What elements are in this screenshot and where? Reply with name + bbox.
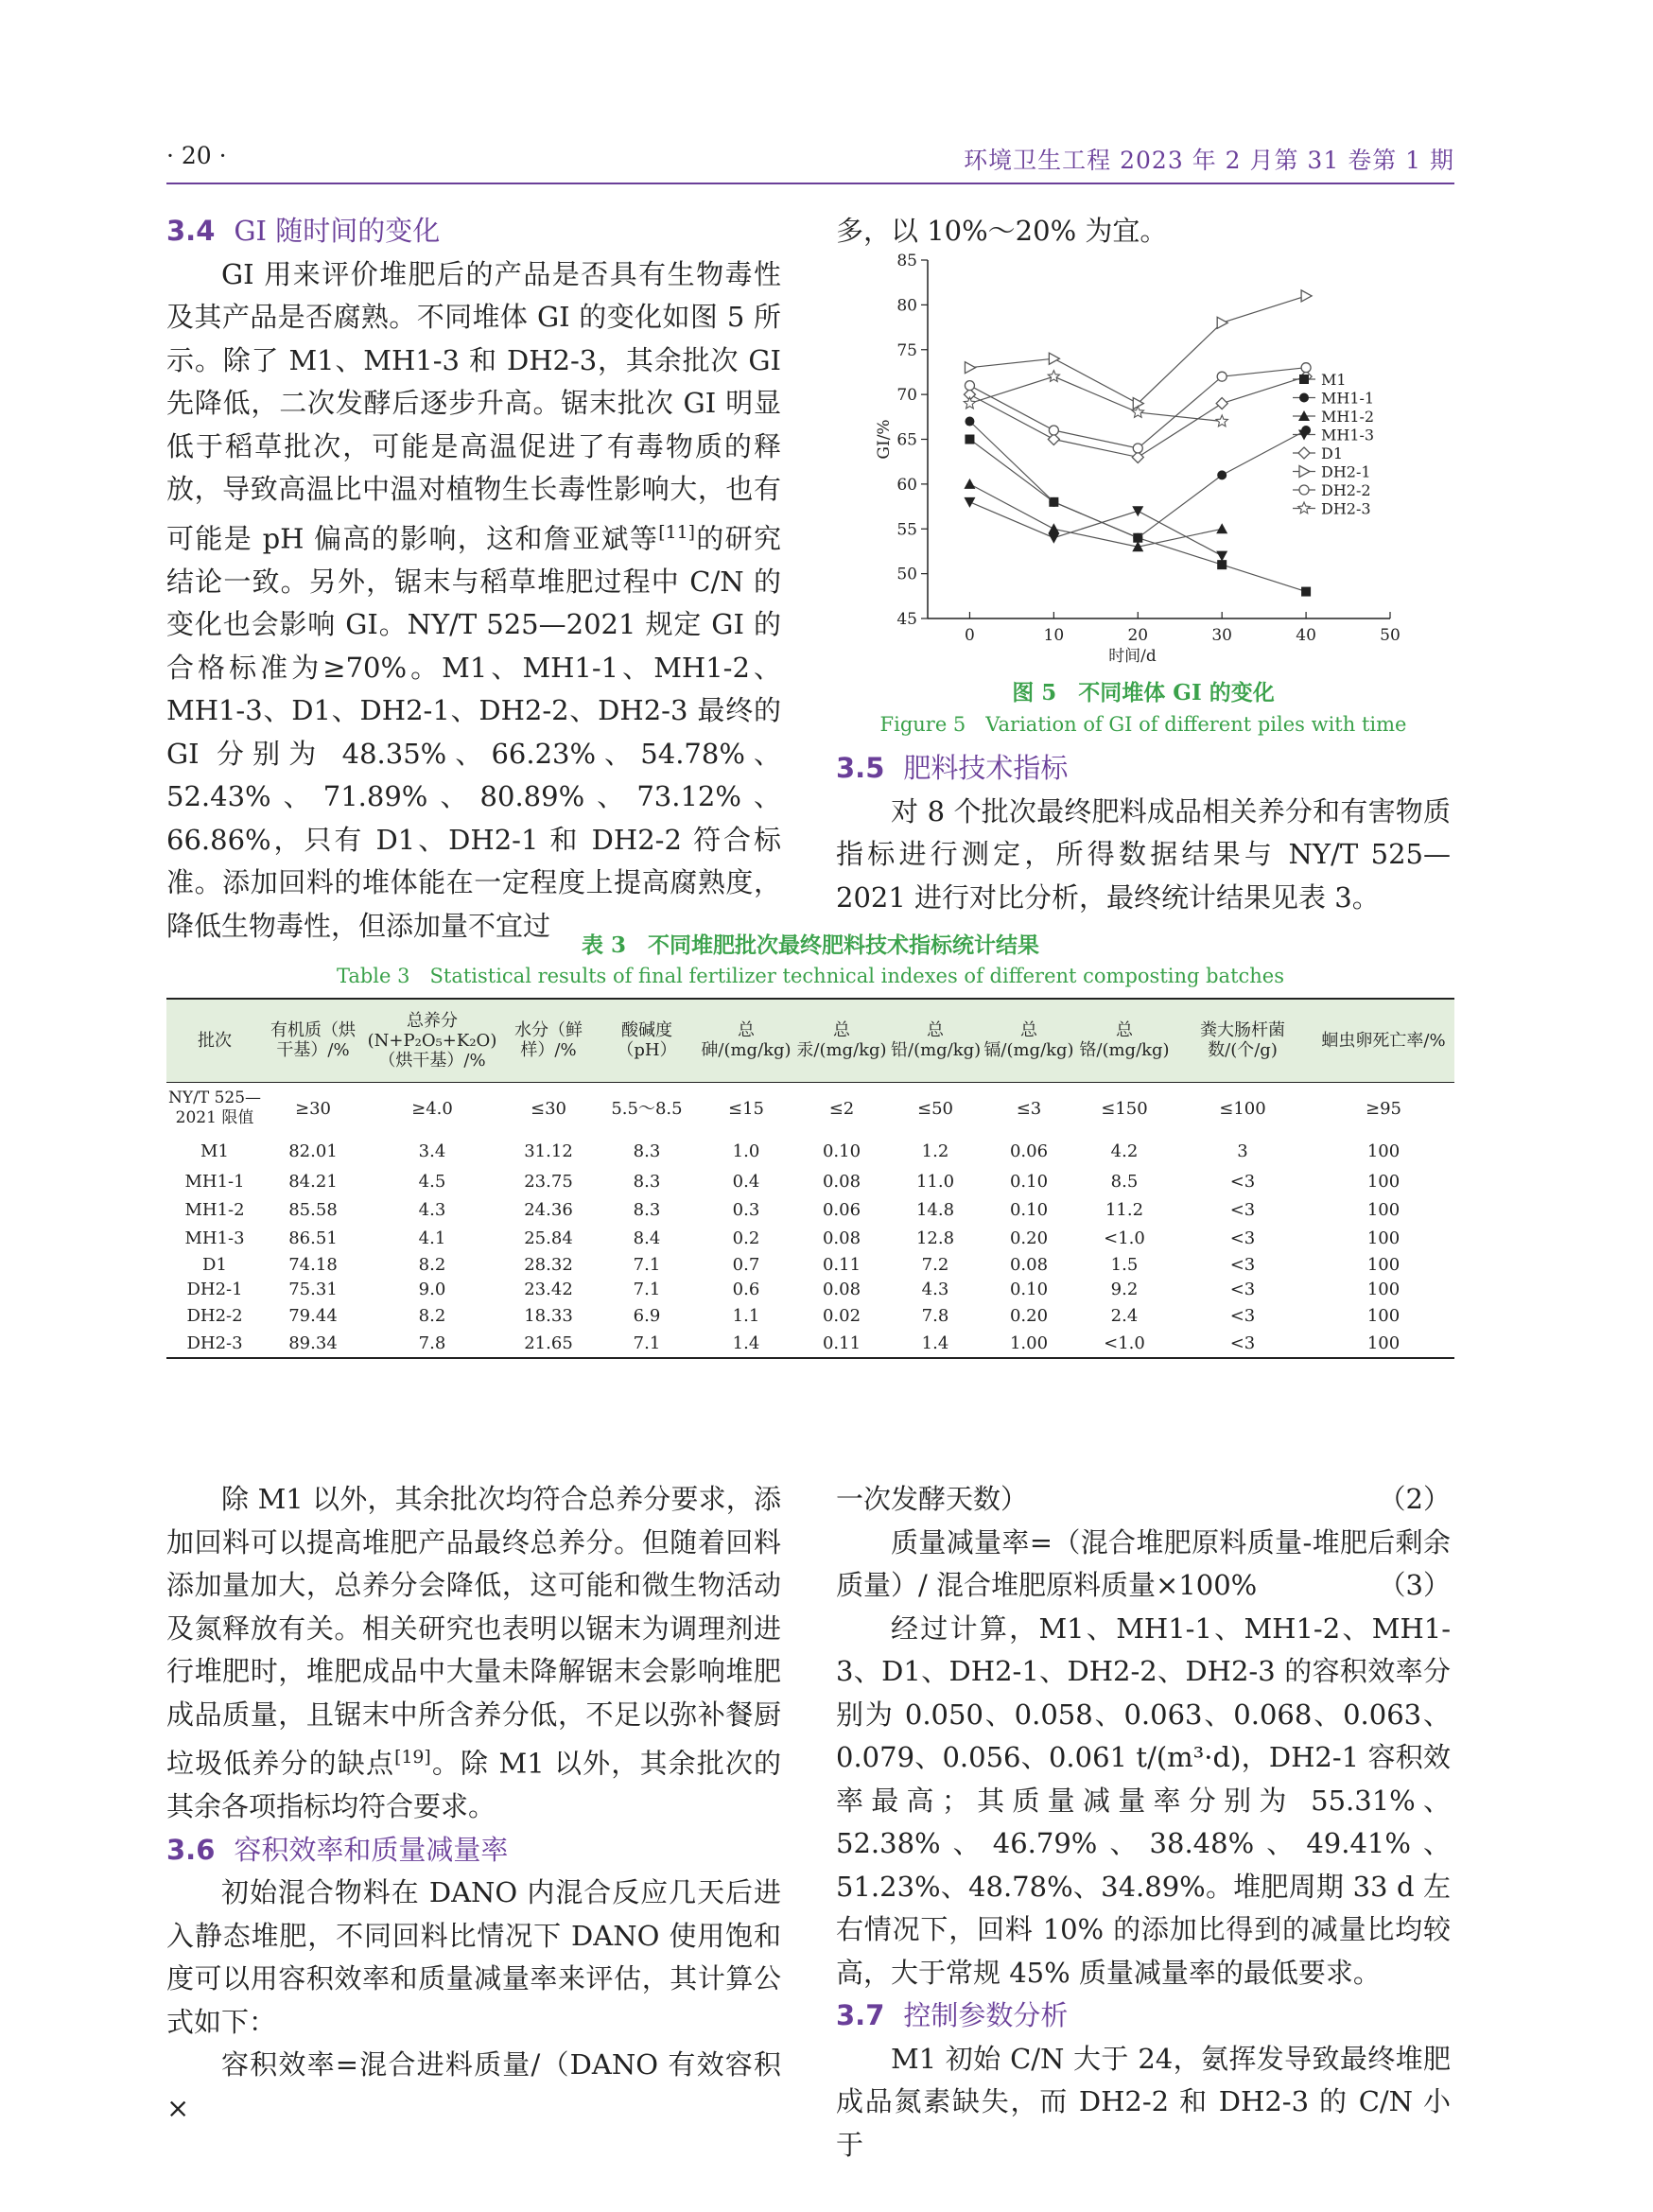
legend-marker-dh2-1 xyxy=(1299,466,1310,478)
right-column-bottom xyxy=(836,1478,1451,2167)
table-cell: 7.2 xyxy=(921,1254,949,1275)
data-point-dh2-2 xyxy=(1049,426,1058,435)
y-tick-label: 75 xyxy=(896,340,917,360)
data-point-mh1-2 xyxy=(1216,523,1227,533)
table-cell: 0.20 xyxy=(1009,1305,1049,1326)
data-point-dh2-1 xyxy=(1049,353,1059,364)
table-standard-row xyxy=(166,1082,1454,1135)
legend-marker-mh1-1 xyxy=(1299,393,1309,403)
table-cell: 0.6 xyxy=(732,1279,760,1299)
data-point-mh1-3 xyxy=(1048,533,1059,544)
table-cell: 28.32 xyxy=(524,1254,573,1275)
figure-caption-en: Figure 5 Variation of GI of different piles with time xyxy=(879,713,1407,736)
table-cell: 0.10 xyxy=(1009,1171,1049,1192)
table-row-label: MH1-3 xyxy=(184,1228,245,1248)
table-cell: ≥95 xyxy=(1366,1098,1401,1119)
table-row-label: D1 xyxy=(202,1254,227,1275)
y-axis-label: GI/% xyxy=(875,419,894,460)
y-tick-label: 85 xyxy=(896,252,917,270)
table-cell: 0.08 xyxy=(1009,1254,1049,1275)
table-cell: 0.2 xyxy=(732,1228,760,1248)
table-cell: 31.12 xyxy=(524,1141,573,1161)
citation-11[interactable]: [11] xyxy=(658,522,695,543)
figure-caption-cn: 图 5 不同堆体 GI 的变化 xyxy=(1012,680,1275,705)
data-point-dh2-2 xyxy=(965,381,974,391)
section-heading-3-6: 3.6 容积效率和质量减量率 xyxy=(166,1833,509,1866)
table-cell: 85.58 xyxy=(288,1199,338,1220)
table-cell: 7.1 xyxy=(633,1279,661,1299)
table-cell: 0.20 xyxy=(1009,1228,1049,1248)
table-cell: 0.06 xyxy=(822,1199,861,1220)
data-point-mh1-3 xyxy=(1216,551,1227,562)
data-point-mh1-2 xyxy=(1048,523,1059,533)
table-cell: 21.65 xyxy=(524,1333,573,1353)
table-header-cell: 总汞/(mg/kg) xyxy=(794,999,889,1082)
table-caption-cn: 表 3 不同堆肥批次最终肥料技术指标统计结果 xyxy=(581,932,1039,958)
table-cell: 0.4 xyxy=(732,1171,760,1192)
table-cell: 9.2 xyxy=(1110,1279,1139,1299)
table-row-label: DH2-2 xyxy=(186,1305,243,1326)
table-cell: 18.33 xyxy=(524,1305,573,1326)
table-cell: 7.8 xyxy=(921,1305,949,1326)
section-heading-3-4: 3.4 GI 随时间的变化 xyxy=(166,215,441,247)
paragraph-nutrients: 除 M1 以外，其余批次均符合总养分要求，添加回料可以提高堆肥产品最终总养分。但随着回料添加量加大，总养分会降低，这可能和微生物活动及氮释放有关。相关研究也表明以锯末为调理剂进行堆肥时，堆肥成品中大量未降解锯末会影响堆肥成品质量，且锯末中所含养分低，不足以弥补餐厨垃圾低养分的缺点[19]。除 M1 以外，其余批次的其余各项指标均符合要求。 xyxy=(166,1483,781,1823)
formula-2-start: 容积效率=混合进料质量/（DANO 有效容积× xyxy=(166,2048,781,2124)
table-cell: 8.4 xyxy=(633,1228,661,1248)
table-cell: 100 xyxy=(1366,1228,1401,1248)
table-cell: 6.9 xyxy=(633,1305,661,1326)
table-cell: <3 xyxy=(1229,1333,1256,1353)
data-point-dh2-1 xyxy=(1217,317,1227,328)
formula-3: 质量减量率=（混合堆肥原料质量-堆肥后剩余质量）/ 混合堆肥原料质量×100% （3） xyxy=(836,1522,1451,1608)
table-cell: 1.00 xyxy=(1009,1333,1049,1353)
data-point-dh2-3 xyxy=(1048,371,1059,382)
header-rule xyxy=(166,183,1454,184)
table-row xyxy=(166,1301,1454,1330)
table-header-cell: 总砷/(mg/kg) xyxy=(698,999,794,1082)
table-row-label: M1 xyxy=(200,1141,229,1161)
data-point-dh2-2 xyxy=(1133,444,1142,453)
table-header-row xyxy=(166,999,1454,1082)
gi-line-chart xyxy=(836,252,1451,677)
data-point-mh1-1 xyxy=(1049,497,1058,507)
table-cell: <3 xyxy=(1229,1199,1256,1220)
journal-header: 环境卫生工程 2023 年 2 月第 31 卷第 1 期 xyxy=(964,147,1454,174)
right-column-top xyxy=(836,210,1451,253)
table-cell: 82.01 xyxy=(288,1141,338,1161)
table-cell: 79.44 xyxy=(288,1305,338,1326)
formula-2-number: （2） xyxy=(1378,1483,1451,1515)
legend-label: MH1-1 xyxy=(1321,389,1375,408)
table-row xyxy=(166,1330,1454,1358)
legend-marker-d1 xyxy=(1298,447,1310,459)
table-row xyxy=(166,1195,1454,1224)
citation-19[interactable]: [19] xyxy=(394,1748,431,1768)
table-cell: 0.08 xyxy=(822,1171,861,1192)
data-point-dh2-2 xyxy=(1217,372,1227,381)
table-cell: 11.0 xyxy=(915,1171,955,1192)
table-row xyxy=(166,1135,1454,1167)
table-cell: 3.4 xyxy=(418,1141,446,1161)
table-cell: 100 xyxy=(1366,1199,1401,1220)
section-heading-3-5: 3.5 肥料技术指标 xyxy=(836,752,1069,784)
table-cell: 0.10 xyxy=(1009,1279,1049,1299)
y-tick-label: 80 xyxy=(896,296,917,316)
table-cell: 3 xyxy=(1237,1141,1248,1161)
table-cell: ≤15 xyxy=(728,1098,764,1119)
table-cell: 4.3 xyxy=(418,1199,446,1220)
table-cell: 0.10 xyxy=(1009,1199,1049,1220)
y-tick-label: 70 xyxy=(896,386,917,406)
table-cell: ≤150 xyxy=(1101,1098,1148,1119)
table-cell: 4.2 xyxy=(1110,1141,1139,1161)
page-number: · 20 · xyxy=(166,142,227,169)
table-cell: ≤50 xyxy=(917,1098,953,1119)
paragraph-volume-efficiency: 初始混合物料在 DANO 内混合反应几天后进入静态堆肥，不同回料比情况下 DANO 使用饱和度可以用容积效率和质量减量率来评估，其计算公式如下： xyxy=(166,1876,781,2038)
data-point-mh1-3 xyxy=(964,497,975,508)
table-cell: ≤100 xyxy=(1219,1098,1266,1119)
table-cell: 25.84 xyxy=(524,1228,573,1248)
paragraph-continued: 多，以 10%～20% 为宜。 xyxy=(836,215,1168,247)
table-header-cell: 酸碱度（pH） xyxy=(596,999,698,1082)
table-cell: 8.3 xyxy=(633,1141,661,1161)
data-point-dh2-2 xyxy=(1301,363,1311,373)
table-cell: 8.5 xyxy=(1110,1171,1139,1192)
legend-label: MH1-2 xyxy=(1321,408,1375,426)
data-point-mh1-3 xyxy=(1132,506,1143,516)
table-cell: 8.3 xyxy=(633,1199,661,1220)
table-cell: 0.11 xyxy=(822,1254,861,1275)
data-point-dh2-1 xyxy=(1301,290,1312,302)
legend-marker-m1 xyxy=(1299,374,1309,384)
table-row-label: MH1-2 xyxy=(184,1199,245,1220)
series-line-mh1-2 xyxy=(970,484,1223,547)
table-header-cell: 总镉/(mg/kg) xyxy=(982,999,1076,1082)
table-cell: <1.0 xyxy=(1104,1228,1145,1248)
table-header-cell: 总铅/(mg/kg) xyxy=(889,999,982,1082)
table-cell: 75.31 xyxy=(288,1279,338,1299)
table-cell: 100 xyxy=(1366,1141,1401,1161)
table-cell: 12.8 xyxy=(915,1228,955,1248)
table-cell: ≥30 xyxy=(295,1098,331,1119)
paragraph-gi: GI 用来评价堆肥后的产品是否具有生物毒性及其产品是否腐熟。不同堆体 GI 的变化如图 5 所示。除了 M1、MH1-3 和 DH2-3，其余批次 GI 先降低，二次发酵后逐步升高。锯末批次 GI 明显低于稻草批次，可能是高温促进了有毒物质的释放，导致高温比中温对植物生长毒性影响大，也有可能是 pH 偏高的影响，这和詹亚斌等[11]的研究结论一致。另外，锯末与稻草堆肥过程中 C/N 的变化也会影响 GI。NY/T 525—2021 规定 GI 的合格标准为≥70%。M1、MH1-1、MH1-2、MH1-3、D1、DH2-1、DH2-2、DH2-3 最终的 GI 分别为 48.35%、66.23%、54.78%、52.43%、71.89%、80.89%、73.12%、66.86%，只有 D1、DH2-1 和 DH2-2 符合标准。添加回料的堆体能在一定程度上提高腐熟度，降低生物毒性，但添加量不宜过 xyxy=(166,257,781,942)
table-cell: 14.8 xyxy=(915,1199,955,1220)
table-cell: 0.08 xyxy=(822,1228,861,1248)
table-cell: 0.3 xyxy=(732,1199,760,1220)
table-cell: 7.1 xyxy=(633,1333,661,1353)
table-cell: 0.10 xyxy=(822,1141,861,1161)
table-row-label: NY/T 525—2021 限值 xyxy=(168,1089,262,1128)
data-point-dh2-3 xyxy=(964,397,975,409)
y-tick-label: 55 xyxy=(896,520,917,540)
table-cell: <3 xyxy=(1229,1171,1256,1192)
table-header-cell: 总养分(N+P₂O₅+K₂O)（烘干基）/% xyxy=(363,999,501,1082)
table-cell: <3 xyxy=(1229,1254,1256,1275)
legend-label: M1 xyxy=(1321,371,1347,389)
table-cell: 8.2 xyxy=(418,1305,446,1326)
table-header-cell: 粪大肠杆菌数/(个/g) xyxy=(1173,999,1313,1082)
data-point-d1 xyxy=(1216,398,1227,409)
table-row-label: MH1-1 xyxy=(184,1171,245,1192)
right-column-mid xyxy=(836,747,1451,919)
table-cell: 7.1 xyxy=(633,1254,661,1275)
table-3 xyxy=(166,998,1454,1359)
table-cell: 84.21 xyxy=(288,1171,338,1192)
table-cell: 100 xyxy=(1366,1333,1401,1353)
left-column-bottom xyxy=(166,1478,781,2130)
y-tick-label: 45 xyxy=(896,610,917,629)
legend-label: DH2-2 xyxy=(1321,481,1371,499)
formula-2-end: 一次发酵天数） （2） xyxy=(836,1478,1451,1522)
formula-3-number: （3） xyxy=(1378,1569,1451,1601)
legend-marker-dh2-2 xyxy=(1299,485,1309,495)
legend-label: D1 xyxy=(1321,444,1344,462)
table-cell: 74.18 xyxy=(288,1254,338,1275)
table-cell: 1.4 xyxy=(921,1333,949,1353)
table-cell: 1.1 xyxy=(732,1305,760,1326)
paragraph-results: 经过计算，M1、MH1-1、MH1-2、MH1-3、D1、DH2-1、DH2-2、DH2-3 的容积效率分别为 0.050、0.058、0.063、0.068、0.063、0.079、0.056、0.061 t/(m³·d)，DH2-1 容积效率最高；其质量减量率分别为 55.31%、52.38%、46.79%、38.48%、49.41%、51.23%、48.78%、34.89%。堆肥周期 33 d 左右情况下，回料 10% 的添加比得到的减量比均较高，大于常规 45% 质量减量率的最低要求。 xyxy=(836,1611,1451,1989)
x-axis-label: 时间/d xyxy=(1108,647,1157,666)
legend-label: DH2-3 xyxy=(1321,499,1371,518)
series-line-mh1-1 xyxy=(970,422,1307,538)
x-tick-label: 20 xyxy=(1127,626,1149,645)
table-row-label: DH2-3 xyxy=(186,1333,243,1353)
table-header-cell: 蛔虫卵死亡率/% xyxy=(1313,999,1454,1082)
x-tick-label: 10 xyxy=(1043,626,1065,645)
table-cell: 89.34 xyxy=(288,1333,338,1353)
data-point-mh1-1 xyxy=(965,417,974,427)
table-cell: 4.3 xyxy=(921,1279,949,1299)
table-cell: 4.1 xyxy=(418,1228,446,1248)
table-cell: 5.5～8.5 xyxy=(611,1098,683,1119)
table-cell: 11.2 xyxy=(1105,1199,1144,1220)
table-cell: 0.02 xyxy=(822,1305,861,1326)
legend-label: DH2-1 xyxy=(1321,462,1371,481)
table-cell: 0.08 xyxy=(822,1279,861,1299)
paragraph-fertilizer: 对 8 个批次最终肥料成品相关养分和有害物质指标进行测定，所得数据结果与 NY/T 525—2021 进行对比分析，最终统计结果见表 3。 xyxy=(836,794,1451,914)
table-cell: 8.2 xyxy=(418,1254,446,1275)
table-cell: 0.11 xyxy=(822,1333,861,1353)
table-cell: 2.4 xyxy=(1110,1305,1139,1326)
x-tick-label: 30 xyxy=(1211,626,1233,645)
table-cell: ≤2 xyxy=(828,1098,855,1119)
y-tick-label: 60 xyxy=(896,475,917,495)
table-row xyxy=(166,1252,1454,1277)
table-cell: 1.0 xyxy=(732,1141,760,1161)
table-row xyxy=(166,1167,1454,1195)
table-header-cell: 批次 xyxy=(166,999,263,1082)
paragraph-control: M1 初始 C/N 大于 24，氨挥发导致最终堆肥成品氮素缺失，而 DH2-2 和 DH2-3 的 C/N 小于 xyxy=(836,2042,1451,2161)
table-cell: <3 xyxy=(1229,1228,1256,1248)
table-cell: 100 xyxy=(1366,1279,1401,1299)
table-cell: ≤3 xyxy=(1016,1098,1042,1119)
series-line-mh1-3 xyxy=(970,502,1223,556)
table-cell: 1.4 xyxy=(732,1333,760,1353)
table-cell: 24.36 xyxy=(524,1199,573,1220)
data-point-mh1-1 xyxy=(1217,470,1227,479)
table-cell: 4.5 xyxy=(418,1171,446,1192)
data-point-dh2-3 xyxy=(1216,415,1227,427)
table-cell: <1.0 xyxy=(1104,1333,1145,1353)
table-cell: 86.51 xyxy=(288,1228,338,1248)
table-header-cell: 总铬/(mg/kg) xyxy=(1076,999,1173,1082)
table-header-cell: 水分（鲜样）/% xyxy=(501,999,596,1082)
table-cell: <3 xyxy=(1229,1305,1256,1326)
table-cell: 1.5 xyxy=(1110,1254,1139,1275)
legend-label: MH1-3 xyxy=(1321,426,1375,444)
data-point-mh1-2 xyxy=(964,479,975,489)
data-point-m1 xyxy=(965,435,974,444)
data-point-m1 xyxy=(1301,587,1311,597)
table-cell: 1.2 xyxy=(921,1141,949,1161)
table-cell: 9.0 xyxy=(418,1279,446,1299)
table-cell: ≤30 xyxy=(531,1098,566,1119)
table-cell: 23.75 xyxy=(524,1171,573,1192)
table-row-label: DH2-1 xyxy=(186,1279,243,1299)
section-heading-3-7: 3.7 控制参数分析 xyxy=(836,1999,1069,2031)
table-cell: 23.42 xyxy=(524,1279,573,1299)
table-cell: ≥4.0 xyxy=(411,1098,453,1119)
table-header-cell: 有机质（烘干基）/% xyxy=(263,999,363,1082)
table-cell: 0.06 xyxy=(1009,1141,1049,1161)
x-tick-label: 0 xyxy=(965,626,975,645)
table-cell: 0.7 xyxy=(732,1254,760,1275)
table-cell: <3 xyxy=(1229,1279,1256,1299)
table-row xyxy=(166,1224,1454,1252)
table-cell: 100 xyxy=(1366,1254,1401,1275)
y-tick-label: 50 xyxy=(896,565,917,584)
x-tick-label: 50 xyxy=(1380,626,1401,645)
legend-marker-dh2-3 xyxy=(1298,502,1310,514)
table-cell: 8.3 xyxy=(633,1171,661,1192)
x-tick-label: 40 xyxy=(1296,626,1316,645)
table-row xyxy=(166,1277,1454,1301)
data-point-dh2-1 xyxy=(965,362,975,374)
table-cell: 7.8 xyxy=(418,1333,446,1353)
table-cell: 100 xyxy=(1366,1171,1401,1192)
table-cell: 100 xyxy=(1366,1305,1401,1326)
left-column-top xyxy=(166,210,781,948)
y-tick-label: 65 xyxy=(896,430,917,450)
table-caption-en: Table 3 Statistical results of final fertilizer technical indexes of different composting batches xyxy=(336,965,1285,987)
